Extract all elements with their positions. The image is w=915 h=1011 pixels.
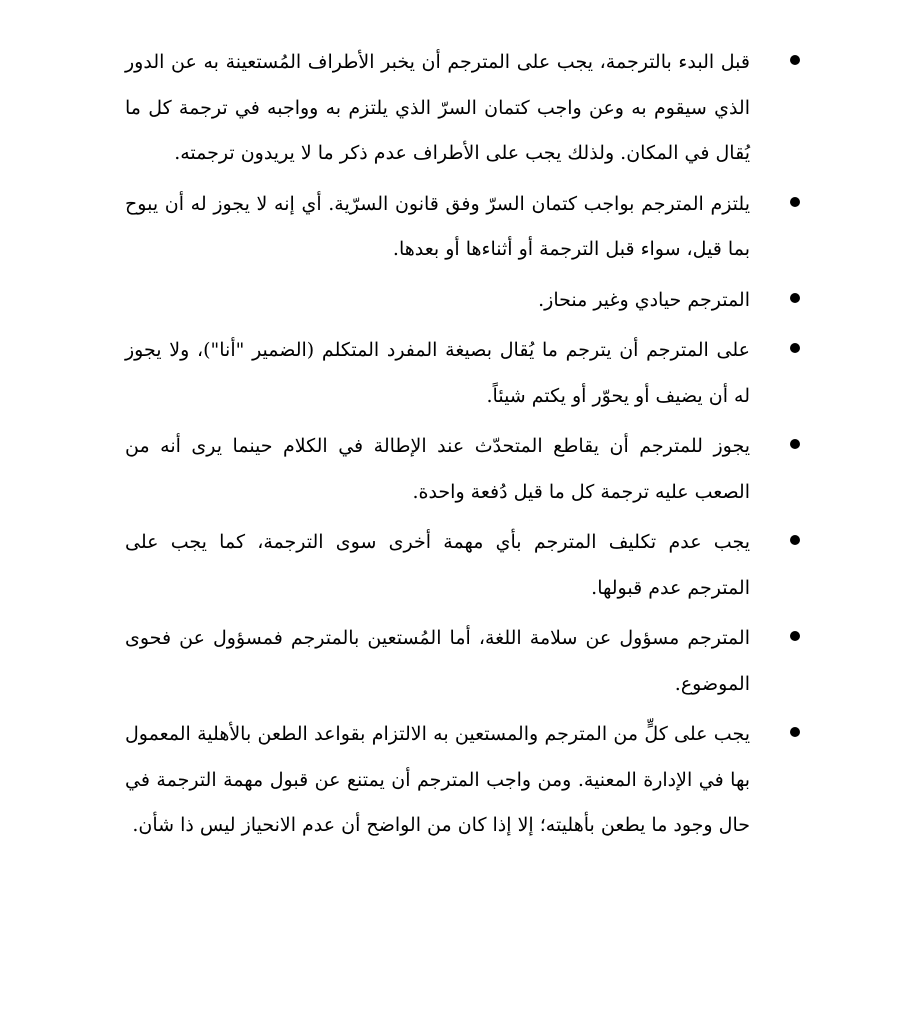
bullet-text: قبل البدء بالترجمة، يجب على المترجم أن يخبر الأطراف المُستعينة به عن الدور الذي سيقوم به وعن واجب كتمان السرّ الذي يلتزم به وواجبه في ترجمة كل ما يُقال في المكان. ولذلك يجب على الأطراف عدم ذكر ما لا يريدون ترجمته. — [125, 51, 750, 164]
bullet-item — [125, 278, 805, 324]
bullet-dot-icon — [790, 197, 800, 207]
bullet-item — [125, 40, 805, 177]
bullet-text: يجب على كلٍّ من المترجم والمستعين به الالتزام بقواعد الطعن بالأهلية المعمول بها في الإدارة المعنية. ومن واجب المترجم أن يمتنع عن قبول مهمة الترجمة في حال وجود ما يطعن بأهليته؛ إلا إذا كان من الواضح أن عدم الانحياز ليس ذا شأن. — [125, 723, 750, 836]
bullet-item — [125, 520, 805, 611]
bullet-item — [125, 328, 805, 419]
bullet-item — [125, 182, 805, 273]
bullet-text: يجب عدم تكليف المترجم بأي مهمة أخرى سوى الترجمة، كما يجب على المترجم عدم قبولها. — [125, 531, 750, 599]
bullet-item — [125, 424, 805, 515]
bullet-dot-icon — [790, 55, 800, 65]
bullet-dot-icon — [790, 343, 800, 353]
bullet-text: على المترجم أن يترجم ما يُقال بصيغة المفرد المتكلم (الضمير "أنا")، ولا يجوز له أن يضيف أو يحوّر أو يكتم شيئاً. — [125, 339, 750, 407]
bullet-dot-icon — [790, 631, 800, 641]
bullet-text: يجوز للمترجم أن يقاطع المتحدّث عند الإطالة في الكلام حينما يرى أنه من الصعب عليه ترجمة كل ما قيل دُفعة واحدة. — [125, 435, 750, 503]
bullet-text: المترجم مسؤول عن سلامة اللغة، أما المُستعين بالمترجم فمسؤول عن فحوى الموضوع. — [125, 627, 750, 695]
bullet-dot-icon — [790, 535, 800, 545]
bullet-dot-icon — [790, 293, 800, 303]
document-page — [125, 40, 805, 854]
bullet-item — [125, 616, 805, 707]
bullet-text: يلتزم المترجم بواجب كتمان السرّ وفق قانون السرّية. أي إنه لا يجوز له أن يبوح بما قيل، سواء قبل الترجمة أو أثناءها أو بعدها. — [125, 192, 750, 260]
bullet-dot-icon — [790, 439, 800, 449]
bullet-text: المترجم حيادي وغير منحاز. — [538, 288, 750, 311]
guidelines-bullet-list — [125, 40, 805, 849]
bullet-item — [125, 712, 805, 849]
bullet-dot-icon — [790, 727, 800, 737]
